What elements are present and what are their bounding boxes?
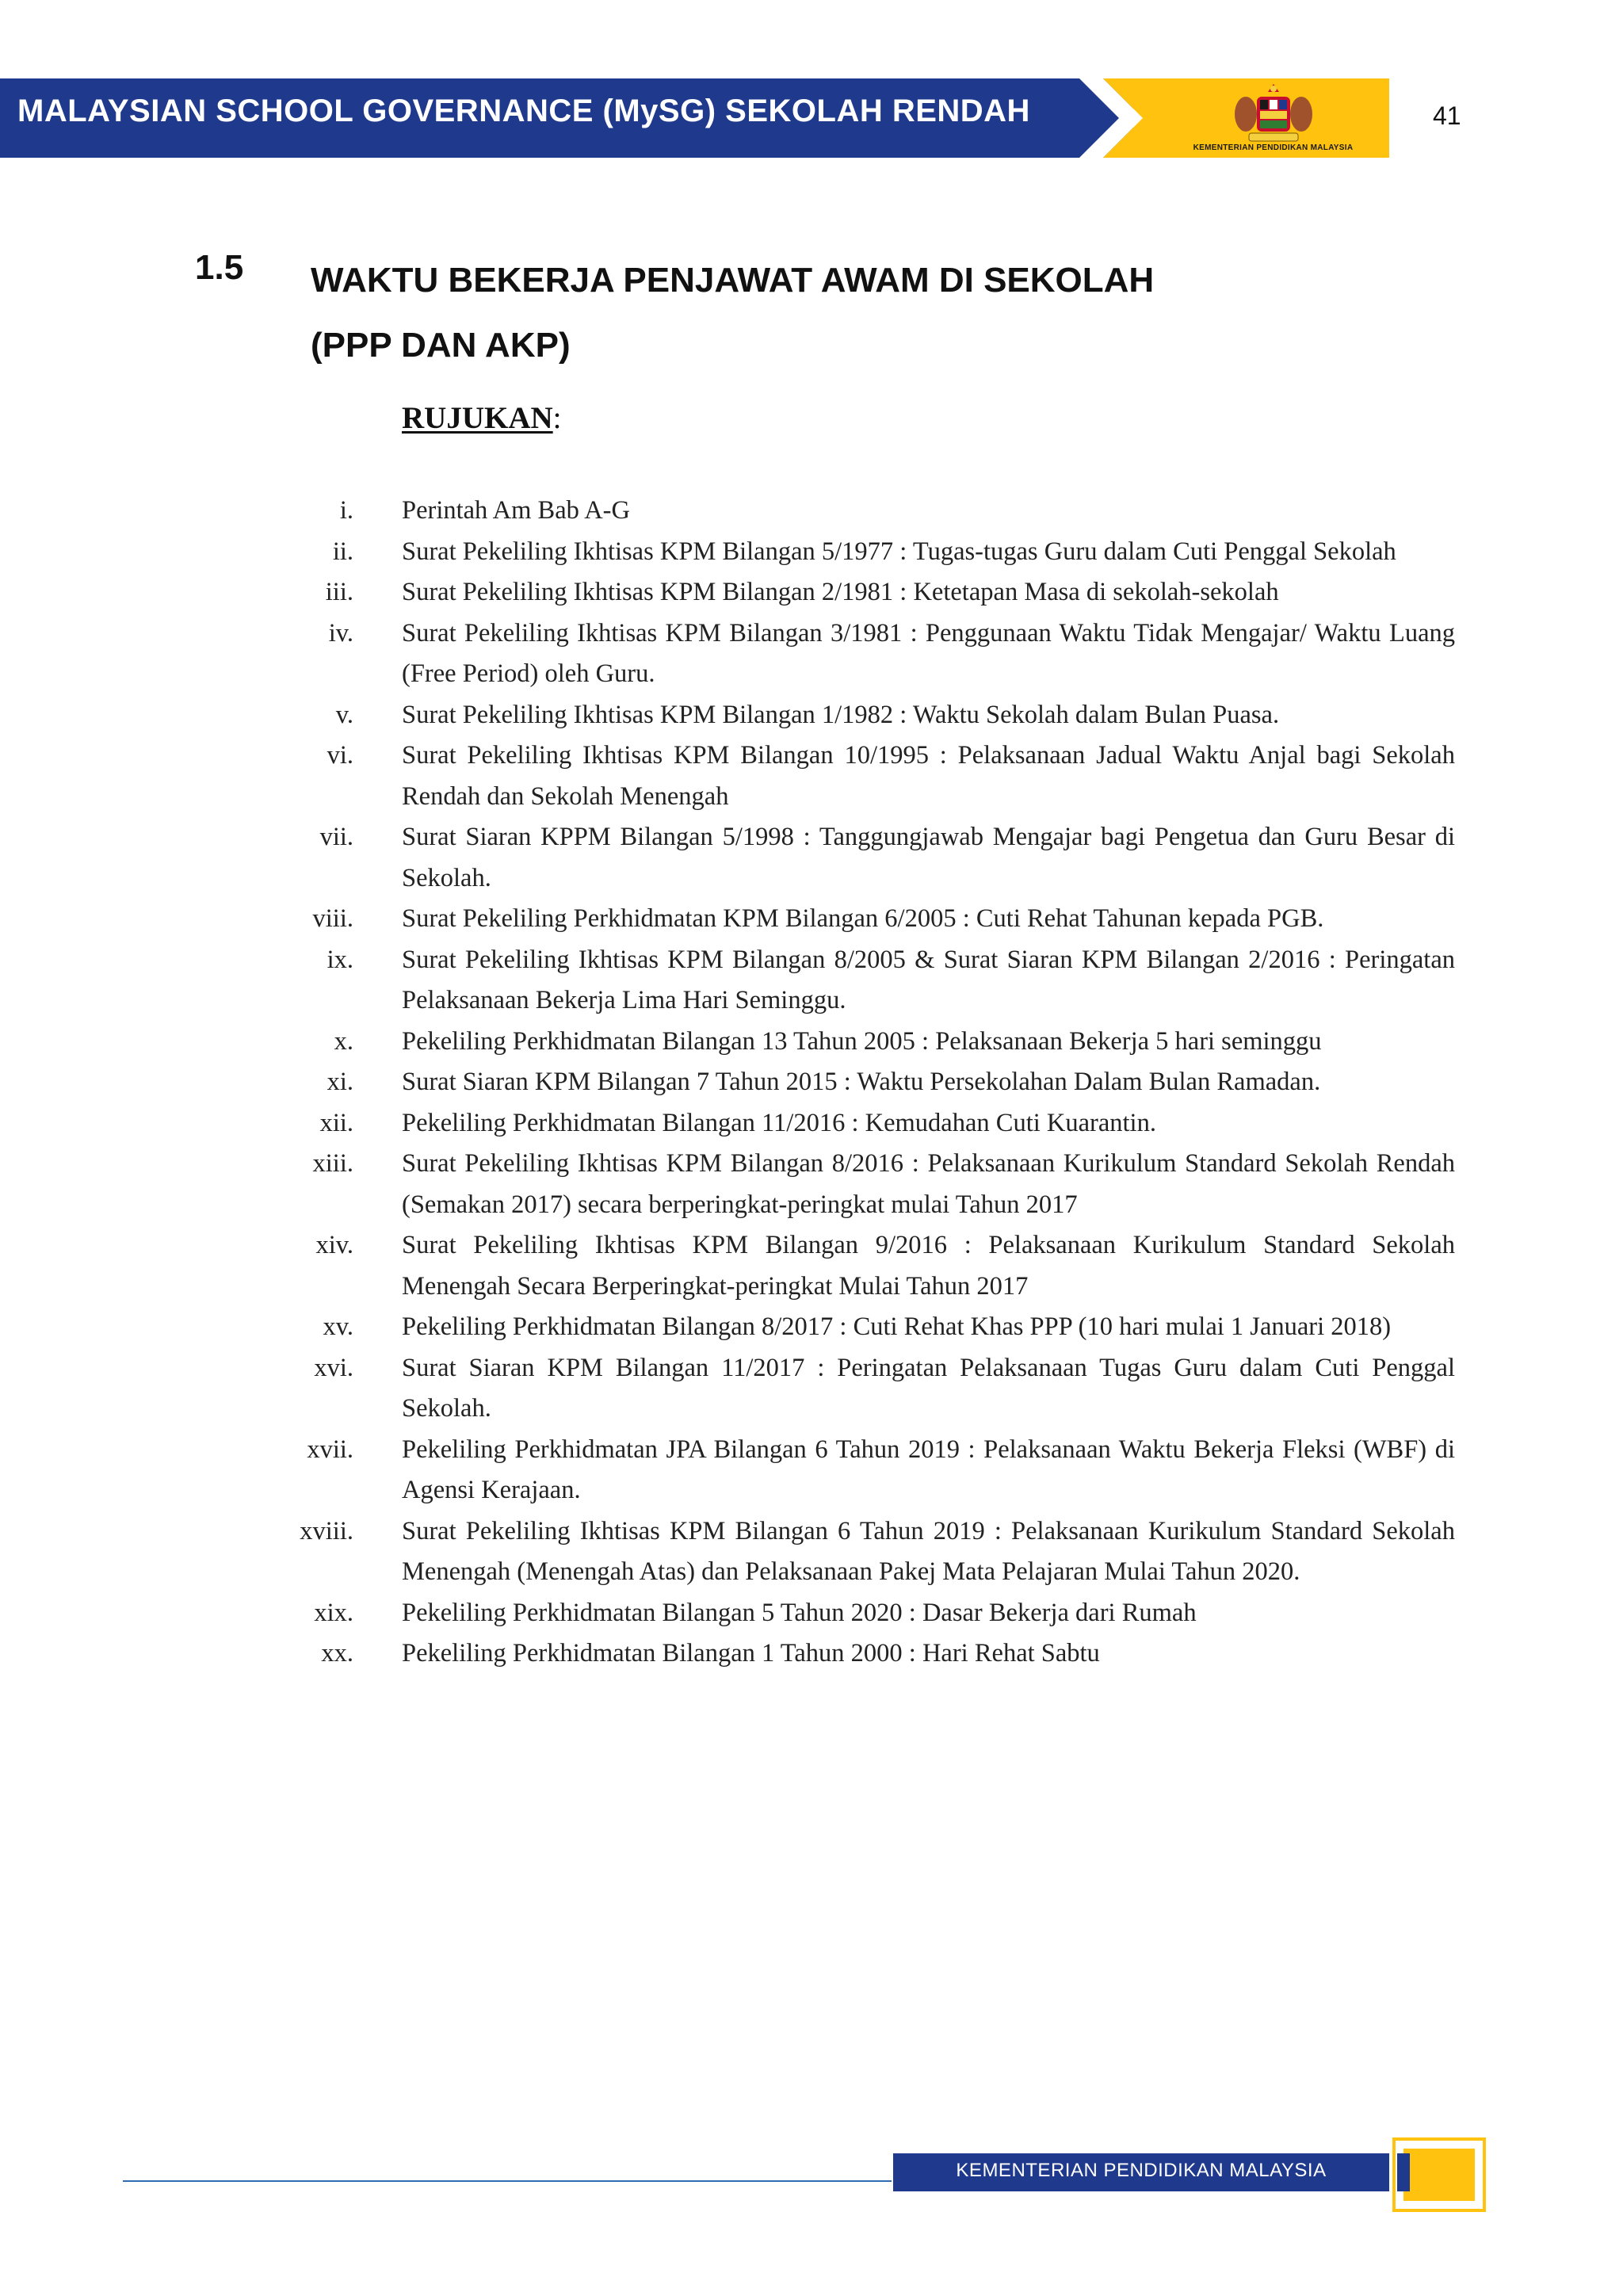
reference-number: vi. [327, 741, 353, 770]
reference-text: Surat Pekeliling Ikhtisas KPM Bilangan 3/1981 : Penggunaan Waktu Tidak Mengajar/ Waktu Luang (Free Period) oleh Guru. [402, 618, 1455, 688]
reference-number: vii. [319, 823, 353, 851]
reference-text: Surat Pekeliling Ikhtisas KPM Bilangan 5/1977 : Tugas-tugas Guru dalam Cuti Penggal Sekolah [402, 537, 1396, 566]
reference-number: xv. [323, 1312, 353, 1341]
reference-item [0, 1593, 1623, 1634]
reference-item [0, 735, 1623, 817]
chevron-icon [1062, 78, 1157, 158]
reference-item [0, 899, 1623, 940]
reference-text: Pekeliling Perkhidmatan Bilangan 13 Tahun 2005 : Pelaksanaan Bekerja 5 hari seminggu [402, 1026, 1322, 1056]
reference-text: Surat Pekeliling Ikhtisas KPM Bilangan 8/2005 & Surat Siaran KPM Bilangan 2/2016 : Peringatan Pelaksanaan Bekerja Lima Hari Seminggu. [402, 945, 1455, 1014]
reference-number: ix. [327, 945, 353, 974]
reference-text: Pekeliling Perkhidmatan Bilangan 5 Tahun 2020 : Dasar Bekerja dari Rumah [402, 1598, 1197, 1627]
reference-item [0, 1225, 1623, 1307]
section-number: 1.5 [195, 248, 244, 287]
reference-item [0, 491, 1623, 532]
reference-text: Perintah Am Bab A-G [402, 496, 630, 525]
reference-item [0, 1022, 1623, 1063]
reference-number: xix. [314, 1598, 353, 1627]
reference-number: xi. [327, 1068, 353, 1096]
reference-item [0, 817, 1623, 899]
reference-text: Surat Pekeliling Ikhtisas KPM Bilangan 1/1982 : Waktu Sekolah dalam Bulan Puasa. [402, 700, 1280, 729]
reference-text: Surat Siaran KPM Bilangan 11/2017 : Peringatan Pelaksanaan Tugas Guru dalam Cuti Penggal Sekolah. [402, 1353, 1455, 1423]
reference-number: iv. [328, 618, 353, 648]
rujukan-heading [402, 400, 562, 436]
reference-number: viii. [312, 904, 353, 933]
reference-text: Surat Siaran KPM Bilangan 7 Tahun 2015 : Waktu Persekolahan Dalam Bulan Ramadan. [402, 1068, 1321, 1096]
reference-text: Pekeliling Perkhidmatan JPA Bilangan 6 Tahun 2019 : Pelaksanaan Waktu Bekerja Fleksi (WBF) di Agensi Kerajaan. [402, 1435, 1455, 1504]
reference-item [0, 1633, 1623, 1675]
rujukan-colon: : [552, 401, 562, 435]
reference-item [0, 532, 1623, 573]
reference-text: Surat Siaran KPPM Bilangan 5/1998 : Tanggungjawab Mengajar bagi Pengetua dan Guru Besar di Sekolah. [402, 823, 1455, 892]
reference-number: i. [339, 496, 353, 525]
logo-caption: KEMENTERIAN PENDIDIKAN MALAYSIA [1193, 143, 1354, 152]
reference-number: xvii. [307, 1435, 353, 1464]
reference-item [0, 613, 1623, 695]
section-title-line1: WAKTU BEKERJA PENJAWAT AWAM DI SEKOLAH [311, 261, 1155, 300]
footer-emblem-bar [1397, 2153, 1410, 2191]
coat-of-arms-icon [1227, 82, 1320, 144]
reference-item [0, 1511, 1623, 1593]
reference-text: Surat Pekeliling Ikhtisas KPM Bilangan 8/2016 : Pelaksanaan Kurikulum Standard Sekolah Rendah (Semakan 2017) secara berperingkat-peringkat mulai Tahun 2017 [402, 1149, 1455, 1219]
reference-text: Pekeliling Perkhidmatan Bilangan 1 Tahun 2000 : Hari Rehat Sabtu [402, 1639, 1100, 1668]
reference-text: Surat Pekeliling Ikhtisas KPM Bilangan 9/2016 : Pelaksanaan Kurikulum Standard Sekolah Menengah Secara Berperingkat-peringkat Mulai Tahun 2017 [402, 1231, 1455, 1301]
reference-text: Pekeliling Perkhidmatan Bilangan 8/2017 : Cuti Rehat Khas PPP (10 hari mulai 1 Januari 2018) [402, 1312, 1392, 1341]
reference-list [0, 491, 1623, 1675]
reference-item [0, 940, 1623, 1022]
reference-item [0, 1307, 1623, 1348]
reference-item [0, 1103, 1623, 1144]
reference-text: Surat Pekeliling Ikhtisas KPM Bilangan 6 Tahun 2019 : Pelaksanaan Kurikulum Standard Sekolah Menengah (Menengah Atas) dan Pelaksanaan Pakej Mata Pelajaran Mulai Tahun 2020. [402, 1516, 1455, 1586]
reference-text: Surat Pekeliling Ikhtisas KPM Bilangan 2/1981 : Ketetapan Masa di sekolah-sekolah [402, 578, 1279, 606]
section-title-line2: (PPP DAN AKP) [311, 326, 571, 365]
reference-item [0, 572, 1623, 613]
rujukan-label: RUJUKAN [402, 401, 553, 435]
reference-number: x. [334, 1026, 353, 1056]
reference-text: Surat Pekeliling Ikhtisas KPM Bilangan 10/1995 : Pelaksanaan Jadual Waktu Anjal bagi Sekolah Rendah dan Sekolah Menengah [402, 741, 1455, 811]
reference-item [0, 1430, 1623, 1511]
reference-number: xvi. [314, 1353, 353, 1382]
reference-number: xii. [319, 1108, 353, 1137]
reference-text: Surat Pekeliling Perkhidmatan KPM Bilangan 6/2005 : Cuti Rehat Tahunan kepada PGB. [402, 904, 1324, 933]
reference-number: xiv. [315, 1231, 353, 1259]
footer-rule [123, 2180, 892, 2182]
reference-item [0, 1348, 1623, 1430]
footer-emblem-fill [1403, 2149, 1475, 2201]
reference-number: xx. [321, 1639, 353, 1668]
reference-text: Pekeliling Perkhidmatan Bilangan 11/2016 : Kemudahan Cuti Kuarantin. [402, 1108, 1156, 1137]
reference-number: xiii. [312, 1149, 353, 1178]
reference-number: xviii. [300, 1516, 353, 1545]
reference-item [0, 1062, 1623, 1103]
header-title: MALAYSIAN SCHOOL GOVERNANCE (MySG) SEKOLAH RENDAH [17, 94, 1030, 128]
reference-number: ii. [332, 537, 353, 566]
page-number: 41 [1433, 101, 1461, 130]
section-title [311, 248, 1341, 378]
reference-number: v. [335, 700, 353, 729]
reference-item [0, 695, 1623, 736]
reference-item [0, 1144, 1623, 1225]
reference-number: iii. [325, 578, 353, 606]
footer-text: KEMENTERIAN PENDIDIKAN MALAYSIA [956, 2160, 1327, 2181]
